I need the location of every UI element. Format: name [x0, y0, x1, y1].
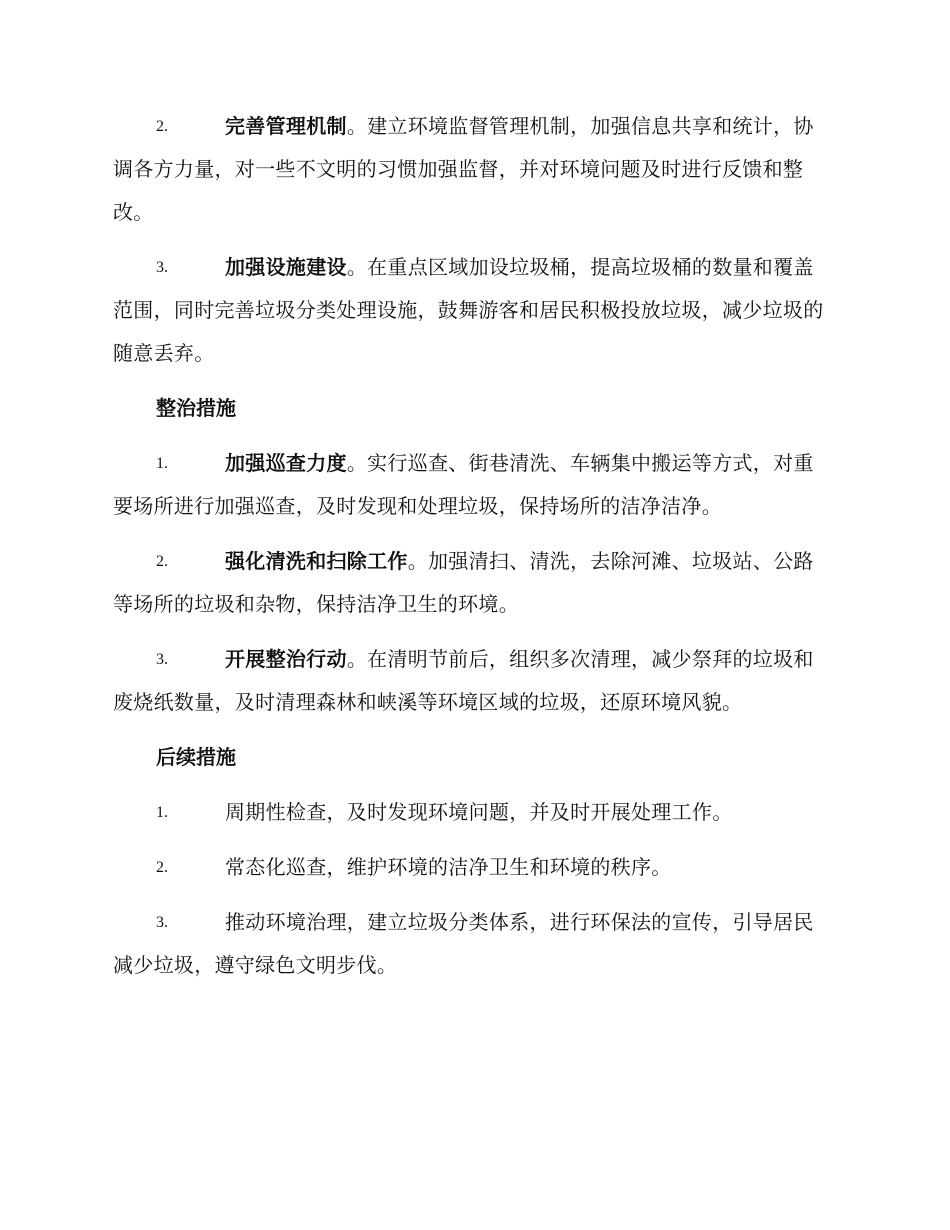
list-item — [113, 901, 833, 987]
list-item — [113, 846, 833, 889]
section-heading: 后续措施 — [156, 745, 236, 769]
list-item-body — [113, 105, 833, 234]
list-item-text: 。建立环境监督管理机制，加强信息共享和统计，协调各方力量，对一些不文明的习惯加强监督，并对环境问题及时进行反馈和整改。 — [113, 114, 814, 224]
list-item — [113, 246, 833, 375]
list-item — [113, 540, 833, 626]
list-item-lead: 完善管理机制 — [225, 114, 347, 138]
list-number: 1. — [156, 804, 168, 821]
document-body — [113, 105, 833, 999]
list-item-body — [113, 901, 833, 987]
list-item — [113, 638, 833, 724]
section-heading: 整治措施 — [156, 396, 236, 420]
list-item-lead: 强化清洗和扫除工作 — [225, 549, 408, 573]
list-number: 2. — [156, 859, 168, 876]
list-item — [113, 442, 833, 528]
list-number: 2. — [156, 118, 168, 135]
list-item-text: 常态化巡查，维护环境的洁净卫生和环境的秩序。 — [225, 855, 672, 879]
list-number: 1. — [156, 455, 168, 472]
list-item-body — [113, 442, 833, 528]
list-item-lead: 加强巡查力度 — [225, 451, 347, 475]
list-item — [113, 791, 833, 834]
list-item-lead: 加强设施建设 — [225, 255, 347, 279]
list-number: 3. — [156, 651, 168, 668]
list-item-body — [113, 638, 833, 724]
list-item — [113, 105, 833, 234]
list-number: 3. — [156, 259, 168, 276]
list-item-body — [113, 540, 833, 626]
list-item-text: 。在重点区域加设垃圾桶，提高垃圾桶的数量和覆盖范围，同时完善垃圾分类处理设施，鼓舞游客和居民积极投放垃圾，减少垃圾的随意丢弃。 — [113, 255, 824, 365]
list-item-body — [113, 791, 833, 834]
list-item-text: 周期性检查，及时发现环境问题，并及时开展处理工作。 — [225, 800, 733, 824]
list-number: 3. — [156, 914, 168, 931]
list-item-body — [113, 846, 833, 889]
list-item-text: 。加强清扫、清洗，去除河滩、垃圾站、公路等场所的垃圾和杂物，保持洁净卫生的环境。 — [113, 549, 814, 616]
list-item-text: 。在清明节前后，组织多次清理，减少祭拜的垃圾和废烧纸数量，及时清理森林和峡溪等环境区域的垃圾，还原环境风貌。 — [113, 647, 814, 714]
list-item-lead: 开展整治行动 — [225, 647, 347, 671]
list-item-body — [113, 246, 833, 375]
list-item-text: 推动环境治理，建立垃圾分类体系，进行环保法的宣传，引导居民减少垃圾，遵守绿色文明步伐。 — [113, 910, 814, 977]
list-number: 2. — [156, 553, 168, 570]
list-item-text: 。实行巡查、街巷清洗、车辆集中搬运等方式，对重要场所进行加强巡查，及时发现和处理垃圾，保持场所的洁净洁净。 — [113, 451, 814, 518]
